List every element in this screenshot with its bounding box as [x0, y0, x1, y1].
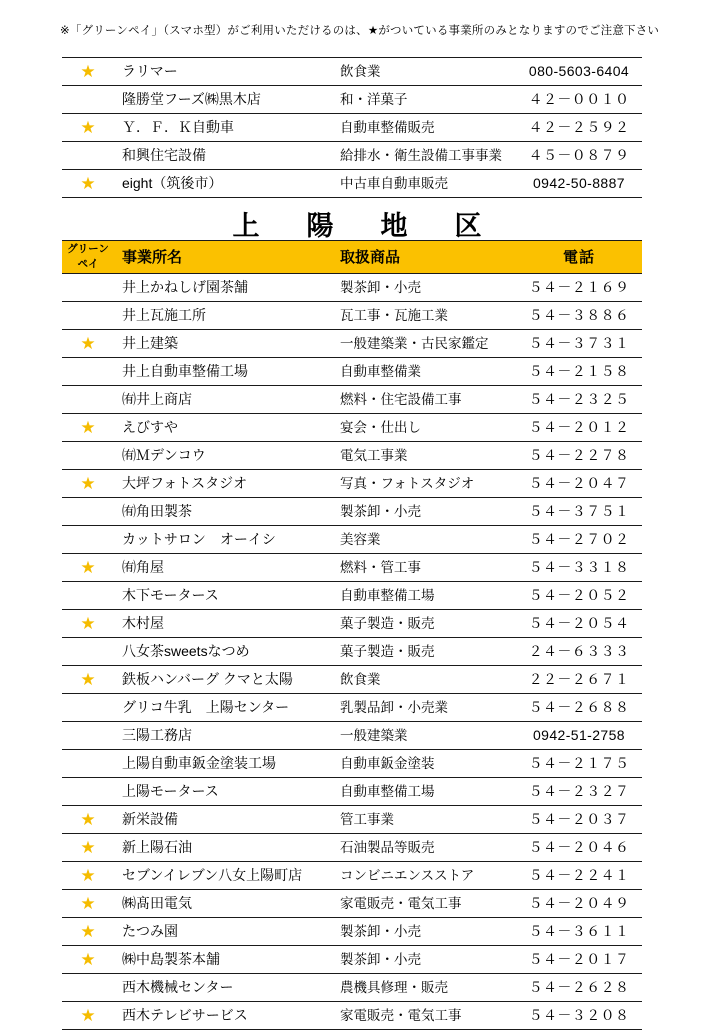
telephone-cell: ５４－３３１８	[516, 554, 642, 582]
goods-cell: 家電販売・電気工事	[336, 890, 516, 918]
star-icon: ★	[80, 118, 96, 137]
table-row	[62, 498, 642, 526]
star-icon: ★	[80, 174, 96, 193]
business-name-cell: 井上瓦施工所	[114, 302, 336, 330]
business-name-cell: 上陽自動車鈑金塗装工場	[114, 750, 336, 778]
star-icon: ★	[80, 614, 96, 633]
greenpay-star-cell	[62, 554, 114, 582]
header-cell-greenpay	[62, 241, 114, 274]
telephone-cell: 0942-51-2758	[516, 722, 642, 750]
greenpay-star-cell	[62, 526, 114, 554]
business-name-cell: 隆勝堂フーズ㈱黒木店	[114, 86, 336, 114]
greenpay-star-cell	[62, 750, 114, 778]
table-row	[62, 918, 642, 946]
section-title: 上 陽 地 区	[232, 211, 492, 241]
table-row	[62, 386, 642, 414]
table-row	[62, 442, 642, 470]
telephone-cell: ５４－２３２７	[516, 778, 642, 806]
goods-cell: 飲食業	[336, 666, 516, 694]
header-cell-goods: 取扱商品	[336, 241, 516, 274]
goods-cell: 管工事業	[336, 806, 516, 834]
telephone-cell: ５４－２０５２	[516, 582, 642, 610]
greenpay-star-cell	[62, 610, 114, 638]
business-name-cell: 井上かねしげ園茶舗	[114, 274, 336, 302]
goods-cell: 乳製品卸・小売業	[336, 694, 516, 722]
greenpay-star-cell	[62, 170, 114, 198]
business-name-cell: たつみ園	[114, 918, 336, 946]
table-row	[62, 554, 642, 582]
table-row	[62, 302, 642, 330]
telephone-cell: ２４－６３３３	[516, 638, 642, 666]
table-row	[62, 470, 642, 498]
greenpay-star-cell	[62, 1002, 114, 1030]
telephone-cell: ５４－２０４７	[516, 470, 642, 498]
business-name-cell: グリコ牛乳 上陽センター	[114, 694, 336, 722]
goods-cell: 瓦工事・瓦施工業	[336, 302, 516, 330]
greenpay-star-cell	[62, 302, 114, 330]
greenpay-star-cell	[62, 974, 114, 1002]
greenpay-star-cell	[62, 862, 114, 890]
star-icon: ★	[80, 922, 96, 941]
star-icon: ★	[80, 1006, 96, 1025]
star-icon: ★	[80, 950, 96, 969]
business-name-cell: ㈲角屋	[114, 554, 336, 582]
greenpay-star-cell	[62, 58, 114, 86]
business-name-cell: 和興住宅設備	[114, 142, 336, 170]
greenpay-star-cell	[62, 274, 114, 302]
business-name-cell: 鉄板ハンバーグ クマと太陽	[114, 666, 336, 694]
table-row	[62, 694, 642, 722]
business-name-cell: 木下モータース	[114, 582, 336, 610]
business-name-cell: eight（筑後市）	[114, 170, 336, 198]
goods-cell: 石油製品等販売	[336, 834, 516, 862]
table-row	[62, 170, 642, 198]
goods-cell: 自動車鈑金塗装	[336, 750, 516, 778]
telephone-cell: ５４－３７３１	[516, 330, 642, 358]
table-row	[62, 722, 642, 750]
usage-notice: ※「グリーンペイ」（スマホ型）がご利用いただけるのは、★がついている事業所のみとなりますのでご注意下さい	[60, 25, 660, 37]
business-name-cell: ラリマー	[114, 58, 336, 86]
goods-cell: コンビニエンスストア	[336, 862, 516, 890]
section-table	[62, 240, 642, 1030]
table-row	[62, 86, 642, 114]
goods-cell: 給排水・衛生設備工事事業	[336, 142, 516, 170]
business-name-cell: 西木テレビサービス	[114, 1002, 336, 1030]
greenpay-star-cell	[62, 834, 114, 862]
goods-cell: 一般建築業・古民家鑑定	[336, 330, 516, 358]
star-icon: ★	[80, 474, 96, 493]
table-row	[62, 806, 642, 834]
telephone-cell: ５４－２０１７	[516, 946, 642, 974]
goods-cell: 製茶卸・小売	[336, 274, 516, 302]
table-row	[62, 114, 642, 142]
business-name-cell: ㈲井上商店	[114, 386, 336, 414]
greenpay-star-cell	[62, 806, 114, 834]
table-row	[62, 330, 642, 358]
greenpay-star-cell	[62, 142, 114, 170]
table-row	[62, 582, 642, 610]
table-row	[62, 666, 642, 694]
goods-cell: 中古車自動車販売	[336, 170, 516, 198]
business-name-cell: ㈲Ｍデンコウ	[114, 442, 336, 470]
greenpay-star-cell	[62, 442, 114, 470]
section-listing-table	[62, 240, 642, 1030]
goods-cell: 農機具修理・販売	[336, 974, 516, 1002]
telephone-cell: 080-5603-6404	[516, 58, 642, 86]
telephone-cell: ５４－２６２８	[516, 974, 642, 1002]
header-cell-name: 事業所名	[114, 241, 336, 274]
business-name-cell: 木村屋	[114, 610, 336, 638]
header-cell-tel: 電話	[516, 241, 642, 274]
telephone-cell: ５４－２０１２	[516, 414, 642, 442]
header-greenpay-line1: グリーン	[67, 243, 109, 255]
star-icon: ★	[80, 558, 96, 577]
table-row	[62, 638, 642, 666]
telephone-cell: ４２－２５９２	[516, 114, 642, 142]
greenpay-star-cell	[62, 114, 114, 142]
telephone-cell: ４２－００１０	[516, 86, 642, 114]
greenpay-star-cell	[62, 386, 114, 414]
telephone-cell: ５４－２１５８	[516, 358, 642, 386]
star-icon: ★	[80, 866, 96, 885]
goods-cell: 一般建築業	[336, 722, 516, 750]
table-row	[62, 750, 642, 778]
greenpay-star-cell	[62, 890, 114, 918]
telephone-cell: ５４－３７５１	[516, 498, 642, 526]
table-row	[62, 414, 642, 442]
goods-cell: 燃料・管工事	[336, 554, 516, 582]
telephone-cell: ５４－２０３７	[516, 806, 642, 834]
star-icon: ★	[80, 334, 96, 353]
star-icon: ★	[80, 418, 96, 437]
business-name-cell: 井上自動車整備工場	[114, 358, 336, 386]
business-name-cell: ㈲角田製茶	[114, 498, 336, 526]
table-row	[62, 58, 642, 86]
goods-cell: 宴会・仕出し	[336, 414, 516, 442]
greenpay-star-cell	[62, 330, 114, 358]
telephone-cell: ５４－２０４９	[516, 890, 642, 918]
greenpay-star-cell	[62, 946, 114, 974]
table-header-row	[62, 241, 642, 274]
greenpay-star-cell	[62, 582, 114, 610]
goods-cell: 燃料・住宅設備工事	[336, 386, 516, 414]
business-name-cell: 三陽工務店	[114, 722, 336, 750]
greenpay-star-cell	[62, 722, 114, 750]
greenpay-star-cell	[62, 470, 114, 498]
table-row	[62, 526, 642, 554]
business-name-cell: 西木機械センター	[114, 974, 336, 1002]
table-row	[62, 946, 642, 974]
goods-cell: 和・洋菓子	[336, 86, 516, 114]
telephone-cell: ５４－２７０２	[516, 526, 642, 554]
table-row	[62, 358, 642, 386]
telephone-cell: ５４－３２０８	[516, 1002, 642, 1030]
star-icon: ★	[80, 62, 96, 81]
goods-cell: 写真・フォトスタジオ	[336, 470, 516, 498]
telephone-cell: ４５－０８７９	[516, 142, 642, 170]
greenpay-star-cell	[62, 498, 114, 526]
goods-cell: 飲食業	[336, 58, 516, 86]
greenpay-star-cell	[62, 358, 114, 386]
header-greenpay-line2: ペイ	[77, 258, 99, 270]
business-name-cell: 新上陽石油	[114, 834, 336, 862]
table-row	[62, 862, 642, 890]
business-name-cell: 八女茶sweetsなつめ	[114, 638, 336, 666]
top-table	[62, 57, 642, 198]
business-name-cell: 新栄設備	[114, 806, 336, 834]
business-name-cell: えびすや	[114, 414, 336, 442]
business-name-cell: セブンイレブン八女上陽町店	[114, 862, 336, 890]
goods-cell: 電気工事業	[336, 442, 516, 470]
top-table-body	[62, 58, 642, 198]
goods-cell: 自動車整備業	[336, 358, 516, 386]
table-row	[62, 974, 642, 1002]
table-row	[62, 890, 642, 918]
telephone-cell: ５４－２０４６	[516, 834, 642, 862]
goods-cell: 自動車整備販売	[336, 114, 516, 142]
goods-cell: 製茶卸・小売	[336, 498, 516, 526]
telephone-cell: ５４－２３２５	[516, 386, 642, 414]
telephone-cell: ５４－２１６９	[516, 274, 642, 302]
goods-cell: 製茶卸・小売	[336, 946, 516, 974]
telephone-cell: ５４－２１７５	[516, 750, 642, 778]
telephone-cell: ５４－２２７８	[516, 442, 642, 470]
greenpay-star-cell	[62, 778, 114, 806]
business-name-cell: カットサロン オーイシ	[114, 526, 336, 554]
star-icon: ★	[80, 838, 96, 857]
top-listing-table	[62, 57, 642, 198]
business-name-cell: 大坪フォトスタジオ	[114, 470, 336, 498]
star-icon: ★	[80, 670, 96, 689]
business-name-cell: Ｙ．Ｆ．Ｋ自動車	[114, 114, 336, 142]
goods-cell: 菓子製造・販売	[336, 638, 516, 666]
telephone-cell: 0942-50-8887	[516, 170, 642, 198]
greenpay-star-cell	[62, 694, 114, 722]
table-row	[62, 778, 642, 806]
business-name-cell: ㈱髙田電気	[114, 890, 336, 918]
table-row	[62, 834, 642, 862]
greenpay-star-cell	[62, 666, 114, 694]
table-row	[62, 142, 642, 170]
greenpay-star-cell	[62, 918, 114, 946]
table-row	[62, 610, 642, 638]
table-row	[62, 1002, 642, 1030]
business-name-cell: 上陽モータース	[114, 778, 336, 806]
star-icon: ★	[80, 810, 96, 829]
greenpay-star-cell	[62, 414, 114, 442]
business-name-cell: 井上建築	[114, 330, 336, 358]
goods-cell: 美容業	[336, 526, 516, 554]
business-name-cell: ㈱中島製茶本舗	[114, 946, 336, 974]
greenpay-star-cell	[62, 638, 114, 666]
goods-cell: 製茶卸・小売	[336, 918, 516, 946]
section-table-body	[62, 241, 642, 1030]
telephone-cell: ５４－２０５４	[516, 610, 642, 638]
greenpay-star-cell	[62, 86, 114, 114]
table-row	[62, 274, 642, 302]
telephone-cell: ５４－２６８８	[516, 694, 642, 722]
telephone-cell: ５４－３６１１	[516, 918, 642, 946]
telephone-cell: ５４－３８８６	[516, 302, 642, 330]
goods-cell: 自動車整備工場	[336, 582, 516, 610]
goods-cell: 自動車整備工場	[336, 778, 516, 806]
goods-cell: 家電販売・電気工事	[336, 1002, 516, 1030]
telephone-cell: ５４－２２４１	[516, 862, 642, 890]
goods-cell: 菓子製造・販売	[336, 610, 516, 638]
star-icon: ★	[80, 894, 96, 913]
telephone-cell: ２２－２６７１	[516, 666, 642, 694]
